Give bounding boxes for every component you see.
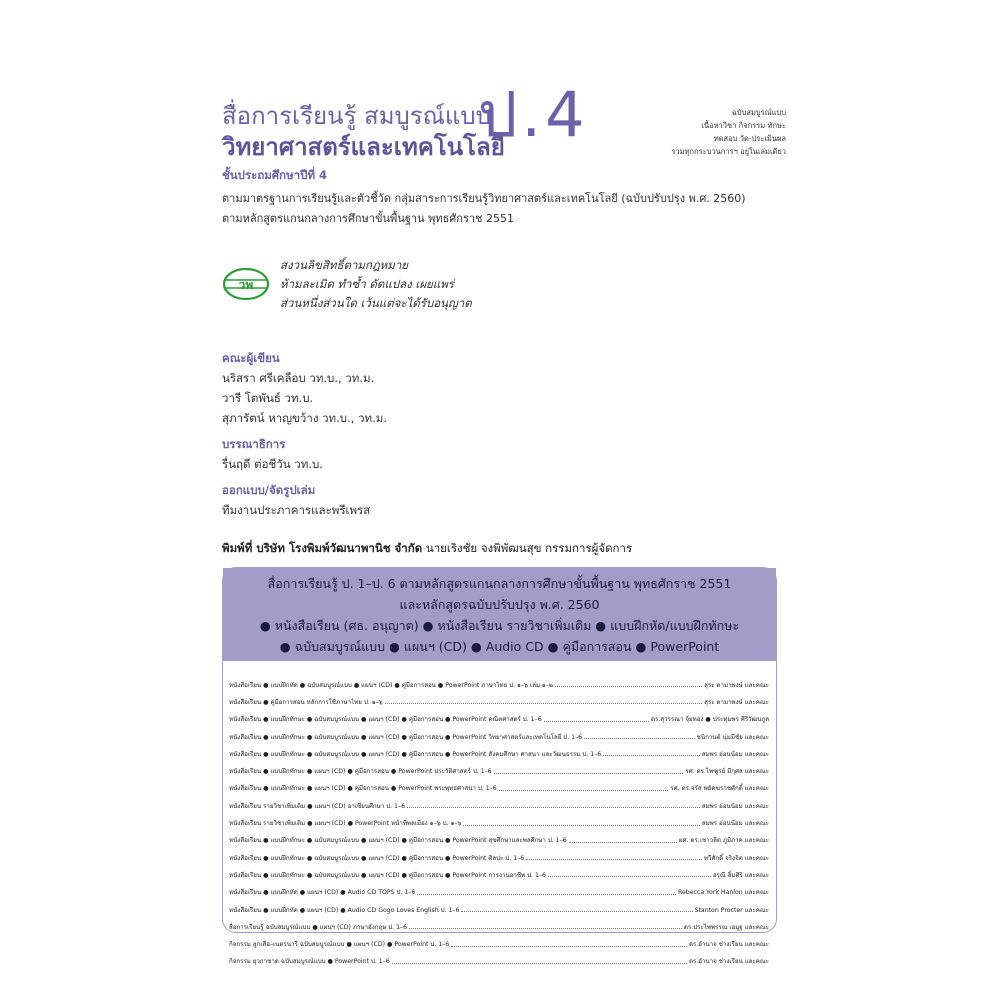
dot-leader bbox=[544, 721, 649, 722]
grade-level: ชั้นประถมศึกษาปีที่ 4 bbox=[222, 168, 328, 182]
product-list-header bbox=[223, 568, 776, 661]
dot-leader bbox=[407, 807, 700, 808]
list-item-title: สื่อการเรียนรู้ ฉบับสมบูรณ์แบบ ● แผนฯ (CD) ภาษาอังกฤษ ป. 1–6 bbox=[229, 923, 408, 931]
list-item-title: หนังสือเรียน ● คู่มือการสอน หลักการใช้ภาษาไทย ป. ๑–๖ bbox=[229, 698, 383, 706]
dot-leader bbox=[555, 686, 702, 687]
list-item-author: รศ. ดร.ไพฑูรย์ มีกุศล และคณะ bbox=[685, 768, 769, 776]
list-item-author: ทวีศักดิ์ จริงจิต และคณะ bbox=[703, 854, 769, 862]
list-item-title: หนังสือเรียน ● แบบฝึกทักษะ ● แผนฯ (CD) ● คู่มือการสอน ● PowerPoint ประวัติศาสตร์ ป. 1–6 bbox=[229, 768, 492, 776]
list-item-title: หนังสือเรียน ● แบบฝึกทักษะ ● ฉบับสมบูรณ์แบบ ● แผนฯ (CD) ● คู่มือการสอน ● PowerPoint คณิตศาสตร์ ป. 1–6 bbox=[229, 716, 542, 724]
design-name: ทีมงานประภาคารและพรีเพรส bbox=[222, 503, 371, 517]
standard-line: ตามมาตรฐานการเรียนรู้และตัวชี้วัด กลุ่มสาระการเรียนรู้วิทยาศาสตร์และเทคโนโลยี (ฉบับปรับปรุง พ.ศ. 2560) bbox=[222, 192, 746, 205]
list-item-author: ดร.ประไพพรรณ เอมูฐ และคณะ bbox=[683, 923, 769, 931]
design-heading: ออกแบบ/จัดรูปเล่ม bbox=[222, 483, 316, 497]
list-item-title: หนังสือเรียน รายวิชาเพิ่มเติม ● แผนฯ (CD) ● PowerPoint หน้าที่พลเมือง ๑–๖ ป. ๑–๖ bbox=[229, 820, 462, 828]
list-item-author: ดร.อำนาจ ช่างเรียน และคณะ bbox=[688, 941, 769, 949]
dot-leader bbox=[461, 911, 692, 912]
product-list-box bbox=[222, 567, 777, 966]
printer-manager: นายเริงชัย จงพิพัฒนสุข กรรมการผู้จัดการ bbox=[422, 541, 633, 555]
list-item bbox=[229, 849, 769, 866]
list-item bbox=[229, 884, 769, 901]
grade-note: เนื้อหาวิชา กิจกรรม ทักษะ bbox=[701, 121, 786, 130]
list-item-author: ผศ. ดร.เชาวลิต ภูมิภาค และคณะ bbox=[679, 837, 769, 845]
list-item bbox=[229, 780, 769, 797]
grade-note: ฉบับสมบูรณ์แบบ bbox=[731, 108, 786, 117]
list-item-author: Rebecca York Hanlon และคณะ bbox=[677, 889, 769, 897]
list-item bbox=[229, 762, 769, 779]
dot-leader bbox=[451, 946, 687, 947]
list-item-title: กิจกรรม ลูกเสือ–เนตรนารี ฉบับสมบูรณ์แบบ ● แผนฯ (CD) ● PowerPoint ป. 1–6 bbox=[229, 941, 450, 949]
list-item bbox=[229, 745, 769, 762]
grade-note: รวมทุกกระบวนการฯ อยู่ในเล่มเดียว bbox=[671, 147, 786, 156]
list-item-title: หนังสือเรียน ● แบบฝึกทักษะ ● แผนฯ (CD) ● คู่มือการสอน ● PowerPoint พระพุทธศาสนา ป. 1–6 bbox=[229, 785, 497, 793]
list-item-author: ดร.อำนาจ ช่างเรียน และคณะ bbox=[688, 958, 769, 966]
list-item-title: หนังสือเรียน ● แบบฝึกทักษะ ● ฉบับสมบูรณ์แบบ ● แผนฯ (CD) ● คู่มือการสอน ● PowerPoint สังคมศึกษา ศาสนา และวัฒนธรรม ป. 1–6 bbox=[229, 750, 602, 758]
rights-line: ห้ามละเมิด ทำซ้ำ ดัดแปลง เผยแพร่ bbox=[280, 277, 454, 291]
dot-leader bbox=[392, 963, 687, 964]
dot-leader bbox=[463, 825, 699, 826]
list-item-title: กิจกรรม ยุวกาชาด ฉบับสมบูรณ์แบบ ● PowerPoint ป. 1–6 bbox=[229, 958, 390, 966]
list-item bbox=[229, 953, 769, 970]
dot-leader bbox=[584, 738, 695, 739]
list-item-author: รศ. ดร.จรัส พยัคฆราชศักดิ์ และคณะ bbox=[670, 785, 769, 793]
list-item-author: ชนิกานต์ นุ่มมีชัย และคณะ bbox=[696, 733, 769, 741]
list-item-title: หนังสือเรียน ● แบบฝึกทักษะ ● ฉบับสมบูรณ์แบบ ● แผนฯ (CD) ● คู่มือการสอน ● PowerPoint สุขศึกษาและพลศึกษา ป. 1–6 bbox=[229, 837, 567, 845]
rights-line: ส่วนหนึ่งส่วนใด เว้นแต่จะได้รับอนุญาต bbox=[280, 296, 472, 310]
dot-leader bbox=[385, 703, 702, 704]
list-item-title: หนังสือเรียน ● แบบฝึกหัด ● ฉบับสมบูรณ์แบบ ● แผนฯ (CD) ● คู่มือการสอน ● PowerPoint ภาษาไทย ป. ๑–๖ เล่ม ๑–๒ bbox=[229, 681, 554, 689]
author-name: สุภารัตน์ หาญขว้าง วท.บ., วท.ม. bbox=[222, 411, 387, 425]
list-item-title: หนังสือเรียน ● แบบฝึกทักษะ ● ฉบับสมบูรณ์แบบ ● แผนฯ (CD) ● คู่มือการสอน ● PowerPoint ศิลปะ ป. 1–6 bbox=[229, 854, 525, 862]
dot-leader bbox=[603, 755, 700, 756]
grade-note: ทดสอบ วัด-ประเมินผล bbox=[713, 134, 786, 143]
product-heading-line: สื่อการเรียนรู้ ป. 1–ป. 6 ตามหลักสูตรแกนกลางการศึกษาขั้นพื้นฐาน พุทธศักราช 2551 bbox=[267, 576, 732, 591]
list-item bbox=[229, 711, 769, 728]
list-item-author: สมพร อ่อนน้อม และคณะ bbox=[701, 802, 769, 810]
standard-line: ตามหลักสูตรแกนกลางการศึกษาขั้นพื้นฐาน พุทธศักราช 2551 bbox=[222, 212, 514, 225]
list-item bbox=[229, 676, 769, 693]
title-line-1: สื่อการเรียนรู้ สมบูรณ์แบบ bbox=[222, 102, 491, 130]
dot-leader bbox=[548, 876, 711, 877]
dot-leader bbox=[417, 894, 676, 895]
list-item-title: หนังสือเรียน ● แบบฝึกทักษะ ● ฉบับสมบูรณ์แบบ ● แผนฯ (CD) ● คู่มือการสอน ● PowerPoint วิทยาศาสตร์และเทคโนโลยี ป. 1–6 bbox=[229, 733, 583, 741]
publisher-logo-icon bbox=[222, 266, 270, 302]
dot-leader bbox=[494, 773, 684, 774]
list-item-author: สุระ ดามาพงษ์ และคณะ bbox=[704, 681, 769, 689]
list-item-author: สุระ ดามาพงษ์ และคณะ bbox=[704, 698, 769, 706]
grade-notes bbox=[636, 106, 786, 158]
product-heading-line: และหลักสูตรฉบับปรับปรุง พ.ศ. 2560 bbox=[399, 597, 600, 612]
list-item-title: หนังสือเรียน รายวิชาเพิ่มเติม ● แผนฯ (CD) อาเซียนศึกษา ป. 1–6 bbox=[229, 802, 406, 810]
dot-leader bbox=[499, 790, 669, 791]
logo-text: วพ bbox=[238, 278, 254, 292]
title-line-2: วิทยาศาสตร์และเทคโนโลยี bbox=[222, 133, 505, 161]
list-item-title: หนังสือเรียน ● แบบฝึกหัด ● แผนฯ (CD) ● Audio CD TOPS ป. 1–6 bbox=[229, 889, 416, 897]
list-item-author: Stanton Procter และคณะ bbox=[694, 906, 769, 914]
printer-name: พิมพ์ที่ บริษัท โรงพิมพ์วัฒนาพานิช จำกัด bbox=[222, 541, 423, 555]
list-item bbox=[229, 728, 769, 745]
list-item-author: อรุณี ลิ้มศิริ และคณะ bbox=[712, 871, 769, 879]
list-item-author: สมพร อ่อนน้อม และคณะ bbox=[701, 820, 769, 828]
editor-name: รื่นฤดี ต่อชีวัน วท.บ. bbox=[222, 457, 323, 471]
list-item bbox=[229, 866, 769, 883]
list-item bbox=[229, 814, 769, 831]
product-heading-line: ● ฉบับสมบูรณ์แบบ ● แผนฯ (CD) ● Audio CD ● คู่มือการสอน ● PowerPoint bbox=[279, 639, 720, 654]
list-item-title: หนังสือเรียน ● แบบฝึกหัด ● แผนฯ (CD) ● Audio CD Gogo Loves English ป. 1–6 bbox=[229, 906, 460, 914]
list-item bbox=[229, 832, 769, 849]
list-item-title: หนังสือเรียน ● แบบฝึกทักษะ ● ฉบับสมบูรณ์แบบ ● แผนฯ (CD) ● คู่มือการสอน ● PowerPoint การงานอาชีพ ป. 1–6 bbox=[229, 871, 546, 879]
list-item-author: สมพร อ่อนน้อม และคณะ bbox=[701, 750, 769, 758]
list-item bbox=[229, 693, 769, 710]
printer-line bbox=[222, 540, 632, 558]
editor-heading: บรรณาธิการ bbox=[222, 437, 286, 451]
author-name: นริสรา ศรีเคลือบ วท.บ., วท.ม. bbox=[222, 371, 375, 385]
product-list bbox=[229, 676, 769, 970]
rights-line: สงวนลิขสิทธิ์ตามกฎหมาย bbox=[280, 258, 409, 272]
list-item bbox=[229, 935, 769, 952]
author-name: วารี โตพันธ์ วท.บ. bbox=[222, 391, 314, 405]
list-item-author: ดร.สุวรรณา จุ้ยทอง ● ประทุมพร ศิริวัฒนกูล bbox=[651, 716, 769, 724]
grade-label: ป.4 bbox=[478, 78, 589, 151]
authors-heading: คณะผู้เขียน bbox=[222, 351, 280, 365]
list-item bbox=[229, 901, 769, 918]
product-heading-line: ● หนังสือเรียน (ศธ. อนุญาต) ● หนังสือเรียน รายวิชาเพิ่มเติม ● แบบฝึกหัด/แบบฝึกทักษะ bbox=[259, 618, 740, 633]
dot-leader bbox=[569, 842, 677, 843]
list-item bbox=[229, 918, 769, 935]
list-item bbox=[229, 797, 769, 814]
dot-leader bbox=[409, 928, 682, 929]
dot-leader bbox=[526, 859, 702, 860]
